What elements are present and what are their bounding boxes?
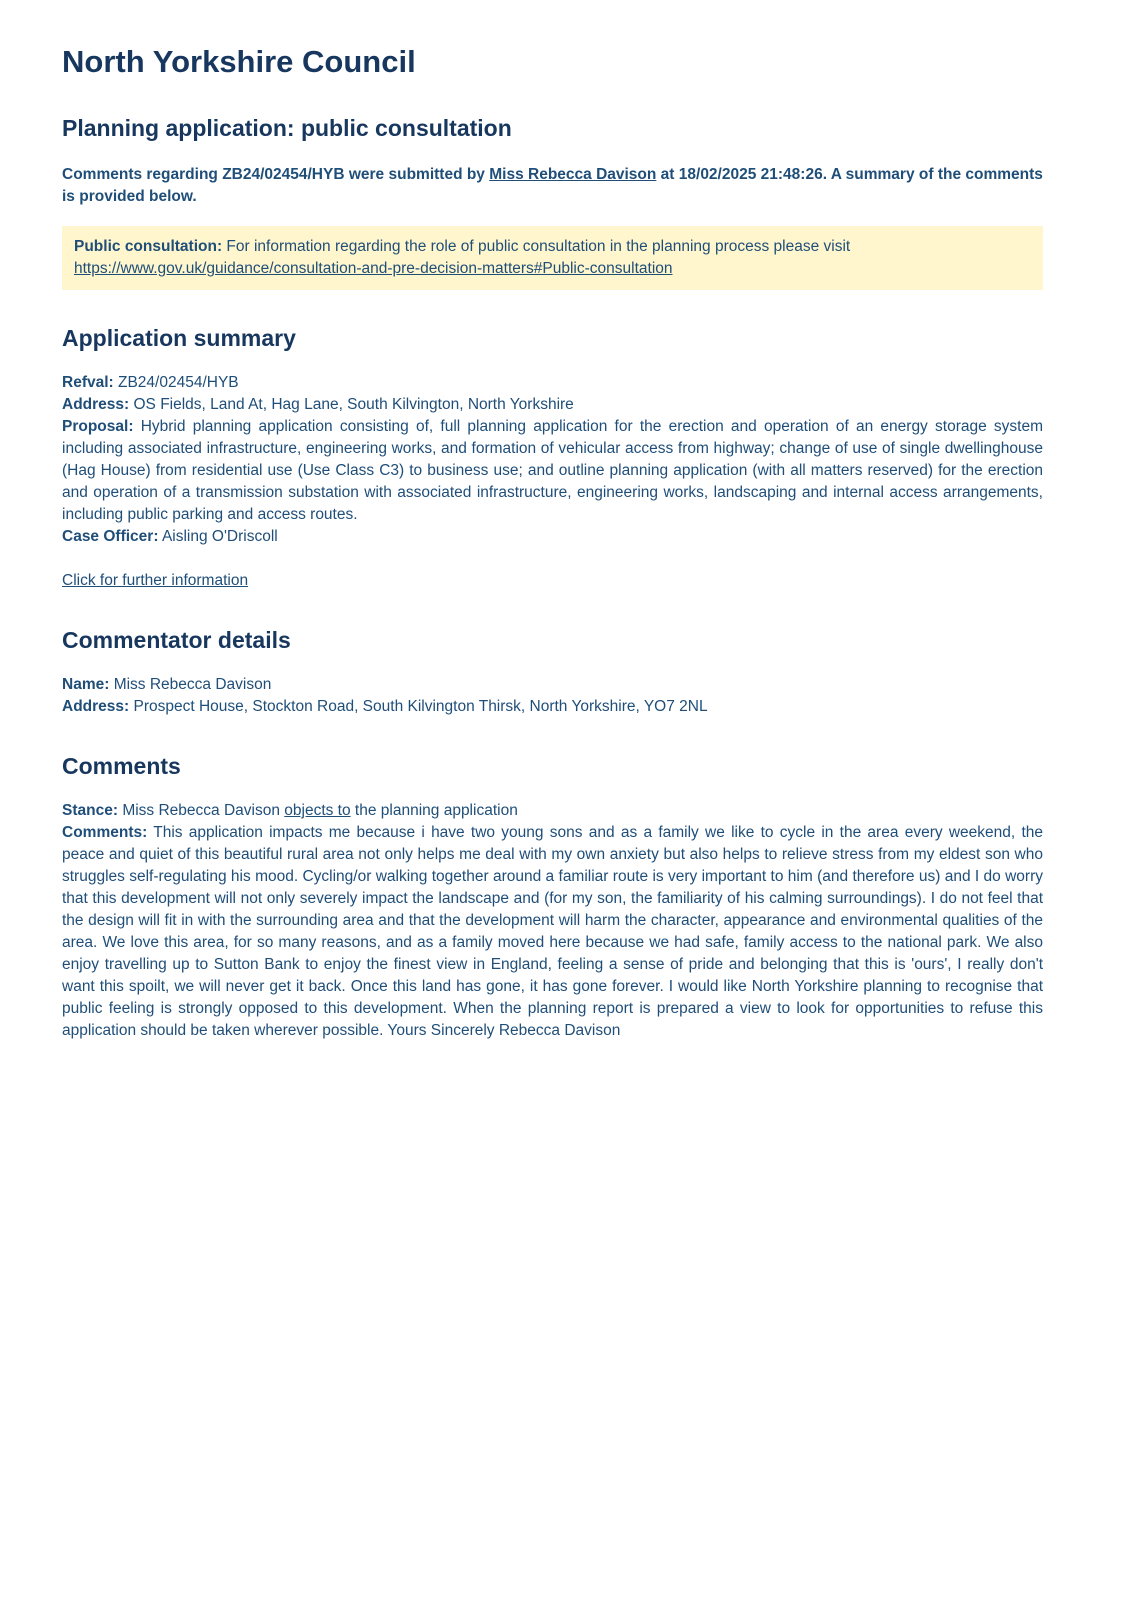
gov-uk-guidance-link[interactable]: https://www.gov.uk/guidance/consultation-and-pre-decision-matters#Public-consultation	[74, 260, 673, 277]
comments-paragraph	[62, 822, 1043, 1042]
refval-label: Refval:	[62, 374, 114, 391]
further-information-line	[62, 570, 1043, 592]
public-consultation-notice	[62, 226, 1043, 290]
stance-before: Miss Rebecca Davison	[122, 802, 285, 819]
submission-summary-before: Comments regarding ZB24/02454/HYB were submitted by	[62, 166, 490, 183]
stance-line	[62, 800, 1043, 822]
submission-summary	[62, 164, 1043, 208]
further-information-link[interactable]: Click for further information	[62, 572, 249, 589]
section-heading-application-summary: Application summary	[62, 325, 296, 351]
commentator-address-label: Address:	[62, 698, 130, 715]
comments-text: This application impacts me because i have two young sons and as a family we like to cycle in the area every weekend, the peace and quiet of this beautiful rural area not only helps me deal with my own anxiety but also helps to relieve stress from my eldest son who struggles self-regulating his mood. Cycling/or walking together around a familiar route is very important to him (and therefore us) and I do worry that this development will not only severely impact the landscape and (for my son, the familiarity of his calming surroundings). I do not feel that the design will fit in with the surrounding area and that the development will harm the character, appearance and environmental qualities of the area. We love this area, for so many reasons, and as a family moved here because we had safe, family access to the national park. We also enjoy travelling up to Sutton Bank to enjoy the finest view in England, feeling a sense of pride and belonging that this is 'ours', I really don't want this spoilt, we will never get it back. Once this land has gone, it has gone forever. I would like North Yorkshire planning to recognise that public feeling is strongly opposed to this development. When the planning report is prepared a view to look for opportunities to refuse this application should be taken wherever possible. Yours Sincerely Rebecca Davison	[62, 824, 1043, 1039]
application-summary-block	[62, 372, 1043, 548]
refval-value: ZB24/02454/HYB	[118, 374, 239, 391]
commentator-details-block	[62, 674, 1043, 718]
proposal-value: Hybrid planning application consisting of, full planning application for the erection and operation of an energy storage system including associated infrastructure, engineering works, and formation of vehicular access from highway; change of use of single dwellinghouse (Hag House) from residential use (Use Class C3) to business use; and outline planning application (with all matters reserved) for the erection and operation of a transmission substation with associated infrastructure, engineering works, landscaping and internal access arrangements, including public parking and access routes.	[62, 418, 1044, 523]
section-heading-public-consultation: Planning application: public consultation	[62, 115, 512, 141]
commentator-name-value: Miss Rebecca Davison	[113, 676, 272, 693]
proposal-label: Proposal:	[62, 418, 134, 435]
comments-label: Comments:	[62, 824, 148, 841]
page-title: North Yorkshire Council	[62, 44, 416, 79]
notice-text: For information regarding the role of public consultation in the planning process please visit	[222, 238, 851, 255]
case-officer-label: Case Officer:	[62, 528, 159, 545]
commentator-name-label: Name:	[62, 676, 110, 693]
commenter-name-link[interactable]: Miss Rebecca Davison	[489, 166, 657, 183]
stance-objects-to: objects to	[284, 802, 351, 819]
stance-after: the planning application	[350, 802, 518, 819]
site-address-label: Address:	[62, 396, 130, 413]
comments-block	[62, 800, 1043, 1042]
section-heading-commentator-details: Commentator details	[62, 627, 291, 653]
site-address-value: OS Fields, Land At, Hag Lane, South Kilvington, North Yorkshire	[133, 396, 574, 413]
commentator-address-value: Prospect House, Stockton Road, South Kilvington Thirsk, North Yorkshire, YO7 2NL	[133, 698, 708, 715]
section-heading-comments: Comments	[62, 753, 181, 779]
stance-label: Stance:	[62, 802, 118, 819]
submission-summary-after: at 18/02/2025 21:48:26. A summary of the comments is provided below.	[62, 166, 1043, 205]
case-officer-value: Aisling O'Driscoll	[161, 528, 278, 545]
notice-label: Public consultation:	[74, 238, 223, 255]
